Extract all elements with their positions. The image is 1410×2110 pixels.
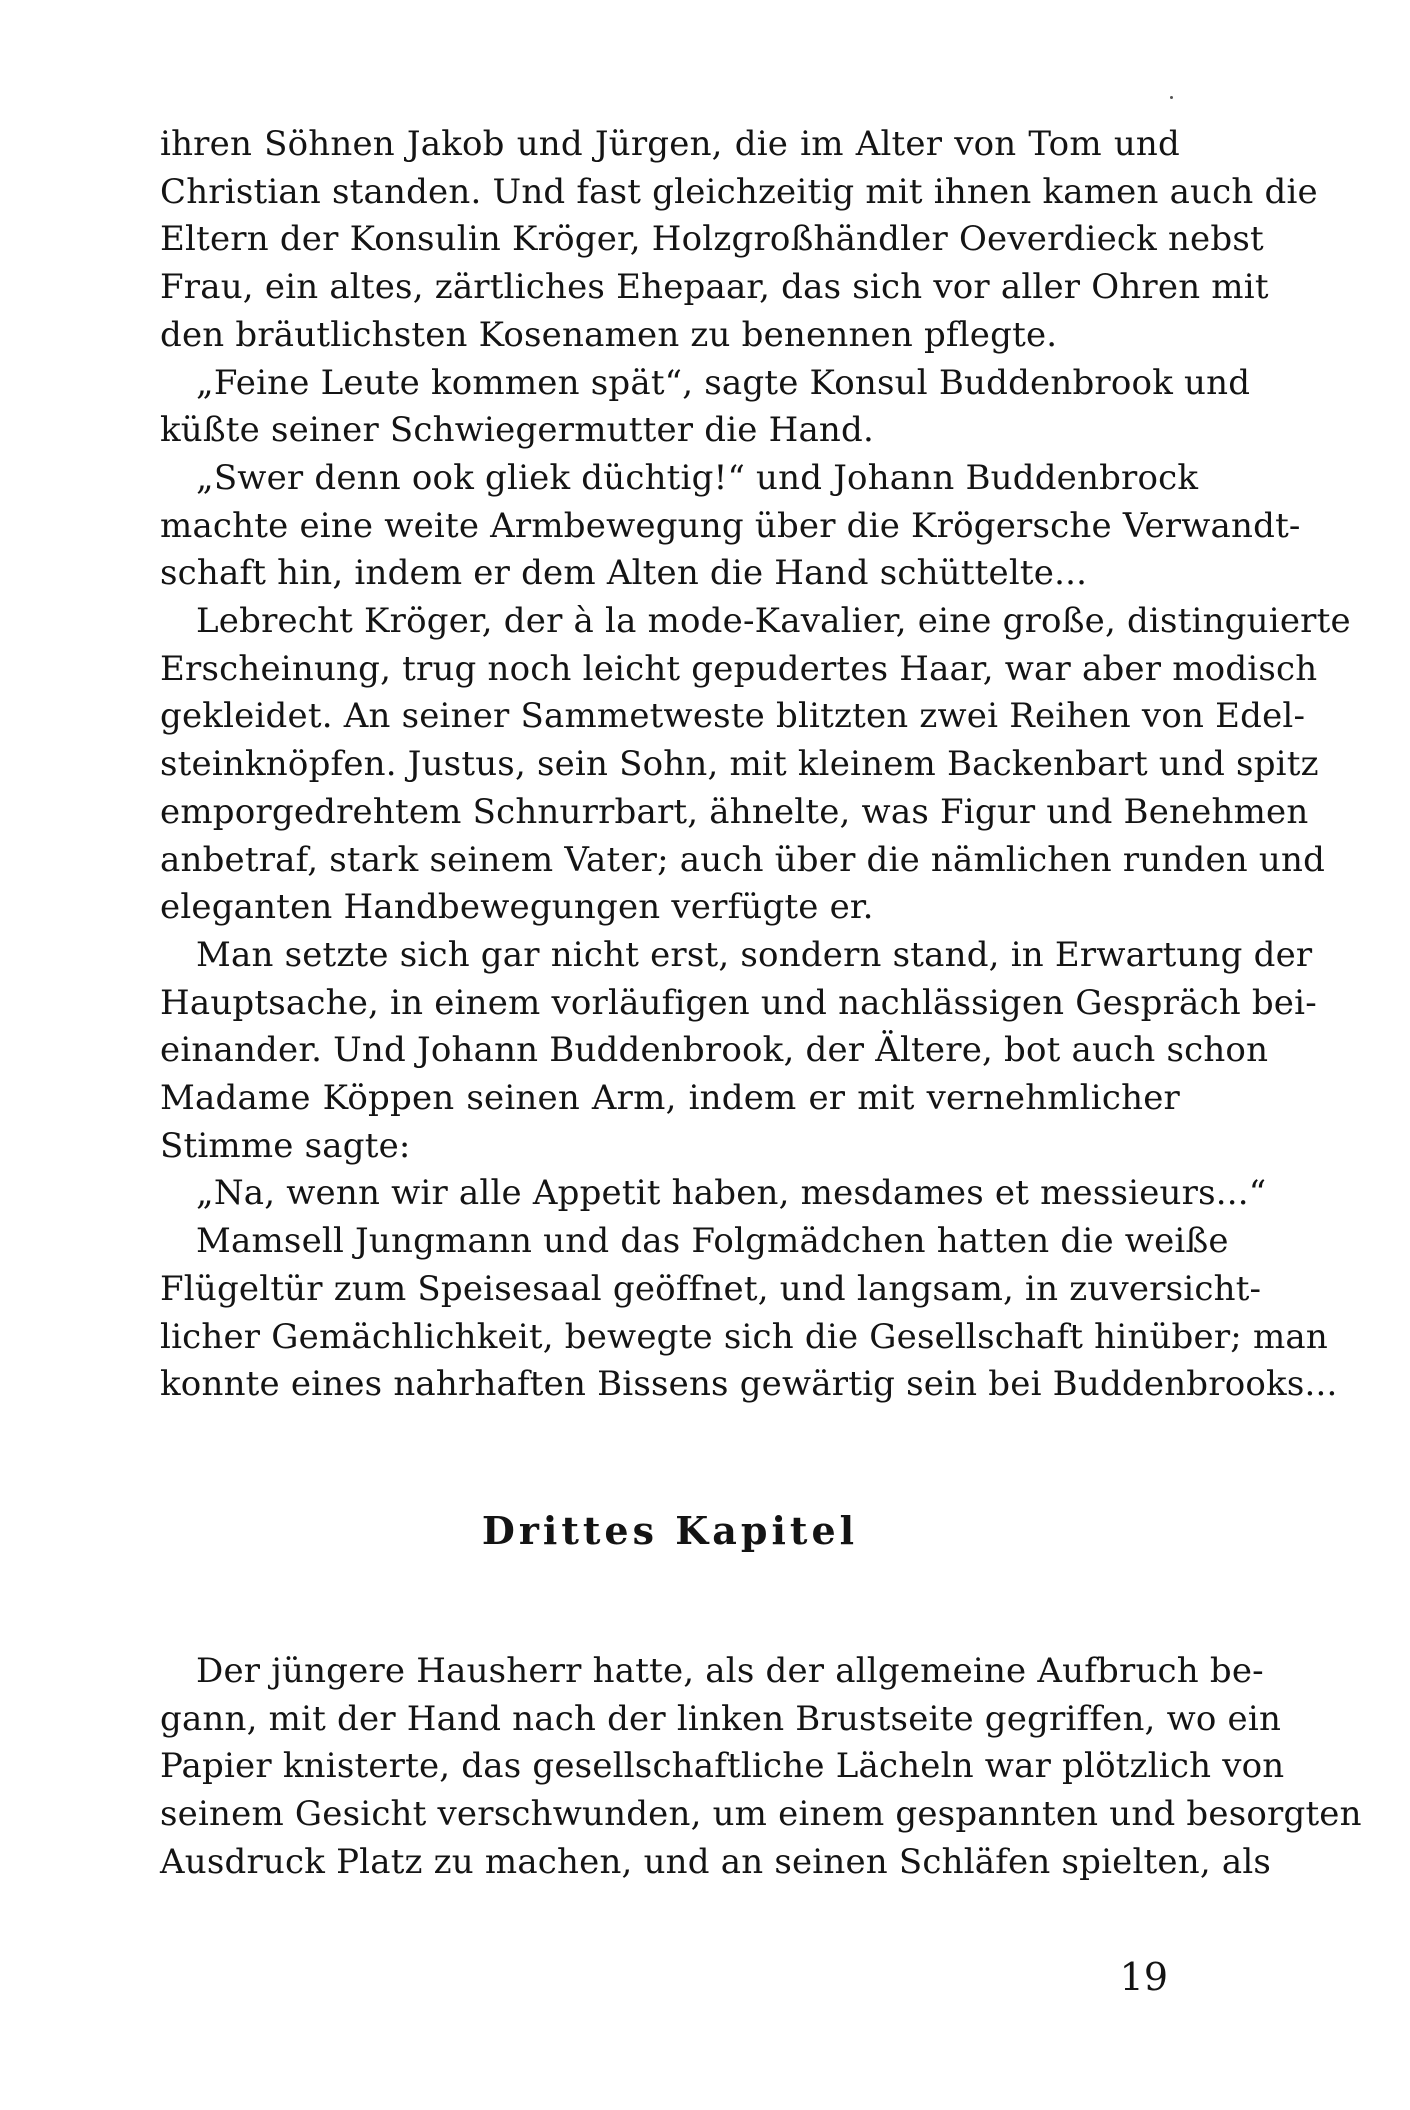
text-line: schaft hin, indem er dem Alten die Hand schüttelte... [160, 553, 1088, 594]
text-line: seinem Gesicht verschwunden, um einem gespannten und besorgten [160, 1794, 1362, 1835]
page-number: 19 [1119, 1955, 1168, 1999]
text-block-chapter-end [160, 121, 1351, 1409]
text-line: anbetraf, stark seinem Vater; auch über die nämlichen runden und [160, 839, 1326, 880]
text-line: Der jüngere Hausherr hatte, als der allgemeine Aufbruch be- [196, 1651, 1264, 1691]
text-line: machte eine weite Armbewegung über die Krögersche Verwandt- [160, 505, 1301, 546]
text-line: den bräutlichsten Kosenamen zu benennen pflegte. [160, 314, 1058, 355]
text-line: gann, mit der Hand nach der linken Brustseite gegriffen, wo ein [160, 1698, 1282, 1739]
text-block-chapter-start [160, 1648, 1362, 1887]
text-line: Ausdruck Platz zu machen, und an seinen Schläfen spielten, als [160, 1841, 1272, 1882]
text-line: eleganten Handbewegungen verfügte er. [160, 887, 874, 928]
text-line: Hauptsache, in einem vorläufigen und nachlässigen Gespräch bei- [160, 982, 1317, 1023]
text-line: konnte eines nahrhaften Bissens gewärtig sein bei Buddenbrooks... [160, 1364, 1338, 1405]
text-line: ihren Söhnen Jakob und Jürgen, die im Alter von Tom und [160, 124, 1180, 164]
text-line: gekleidet. An seiner Sammetweste blitzten zwei Reihen von Edel- [160, 696, 1306, 737]
text-line: Stimme sagte: [160, 1125, 411, 1166]
text-line: Papier knisterte, das gesellschaftliche Lächeln war plötzlich von [160, 1746, 1285, 1787]
text-line: Man setzte sich gar nicht erst, sondern stand, in Erwartung der [196, 934, 1313, 975]
text-line: Erscheinung, trug noch leicht gepudertes Haar, war aber modisch [160, 648, 1318, 689]
text-line: küßte seiner Schwiegermutter die Hand. [160, 410, 874, 451]
text-line: Madame Köppen seinen Arm, indem er mit vernehmlicher [160, 1078, 1180, 1119]
text-line: emporgedrehtem Schnurrbart, ähnelte, was Figur und Benehmen [160, 791, 1309, 832]
text-line: Eltern der Konsulin Kröger, Holzgroßhändler Oeverdieck nebst [160, 219, 1264, 260]
text-line: steinknöpfen. Justus, sein Sohn, mit kleinem Backenbart und spitz [160, 744, 1319, 785]
text-line: „Na, wenn wir alle Appetit haben, mesdames et messieurs...“ [196, 1173, 1267, 1214]
text-line: Christian standen. Und fast gleichzeitig mit ihnen kamen auch die [160, 171, 1318, 212]
text-line: Lebrecht Kröger, der à la mode-Kavalier, eine große, distinguierte [196, 601, 1351, 642]
text-line: „Swer denn ook gliek düchtig!“ und Johann Buddenbrock [196, 457, 1199, 498]
chapter-heading: Drittes Kapitel [481, 1508, 859, 1553]
text-line: Flügeltür zum Speisesaal geöffnet, und langsam, in zuversicht- [160, 1268, 1262, 1309]
print-speck [1170, 96, 1173, 99]
text-line: Frau, ein altes, zärtliches Ehepaar, das sich vor aller Ohren mit [160, 267, 1269, 308]
text-line: „Feine Leute kommen spät“, sagte Konsul Buddenbrook und [196, 362, 1251, 403]
text-line: licher Gemächlichkeit, bewegte sich die Gesellschaft hinüber; man [160, 1316, 1328, 1357]
text-line: einander. Und Johann Buddenbrook, der Ältere, bot auch schon [160, 1030, 1269, 1071]
text-line: Mamsell Jungmann und das Folgmädchen hatten die weiße [196, 1221, 1229, 1262]
